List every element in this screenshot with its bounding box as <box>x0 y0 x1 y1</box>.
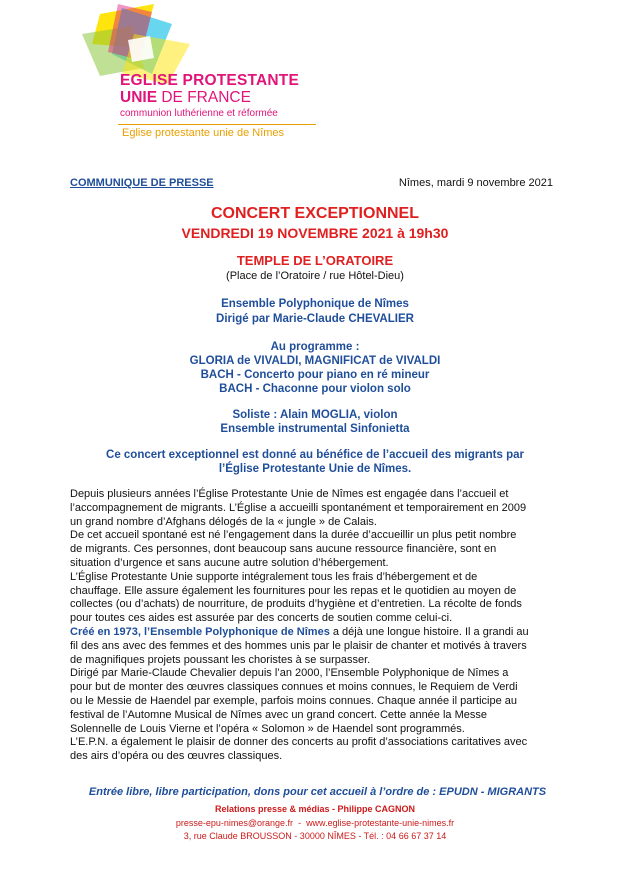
entry-info: Entrée libre, libre participation, dons pour cet accueil à l’ordre de : EPUDN - MIGRANTS <box>88 786 547 798</box>
contact-links <box>70 818 560 828</box>
logo-subtitle <box>120 89 251 107</box>
soloist: Soliste : Alain MOGLIA, violon <box>232 409 398 421</box>
release-date: Nîmes, mardi 9 novembre 2021 <box>398 177 553 189</box>
paragraph-line: chauffage. Elle assure également les fournitures pour les repas et le quotidien au moyen de <box>70 584 517 597</box>
paragraph-line: de magnifiques projets poussant les choristes à se surpasser. <box>70 653 371 666</box>
concert-title: CONCERT EXCEPTIONNEL <box>210 205 419 222</box>
paragraph-line: fil des ans avec des femmes et des hommes unis par le plaisir de chanter et motivés à travers <box>70 639 527 652</box>
paragraph-line: pour but de monter des œuvres classiques connues et moins connues, le Requiem de Verdi <box>70 681 518 694</box>
paragraph-line: L’E.P.N. a également le plaisir de donner des concerts au profit d’associations caritatives avec <box>70 736 528 749</box>
paragraph-line: pour toutes ces aides est assurée par des concerts de soutien comme celui-ci. <box>70 612 453 625</box>
postal-address: 3, rue Claude BROUSSON - 30000 NÎMES - Tél. : 04 66 67 37 14 <box>183 831 447 841</box>
logo-communion: communion luthérienne et réformée <box>120 108 278 119</box>
separator: - <box>293 818 307 828</box>
press-contact: Relations presse & médias - Philippe CAGNON <box>214 804 416 814</box>
orchestra: Ensemble instrumental Sinfonietta <box>220 423 410 435</box>
logo-divider <box>118 124 316 125</box>
venue-address: (Place de l’Oratoire / rue Hôtel-Dieu) <box>226 270 404 282</box>
logo-title: EGLISE PROTESTANTE <box>120 72 299 89</box>
website-link[interactable]: www.eglise-protestante-unie-nimes.fr <box>306 818 455 828</box>
benefit-line: l’Église Protestante Unie de Nîmes. <box>218 463 412 475</box>
programme-item: BACH - Chaconne pour violon solo <box>219 383 411 395</box>
paragraph-line: des airs d’opéra ou des œuvres classiques. <box>70 750 283 763</box>
paragraph-line: De cet accueil spontané est né l’engagement dans la durée d’accueillir un plus petit nombre <box>70 529 517 542</box>
logo-local-church: Eglise protestante unie de Nîmes <box>122 127 285 139</box>
paragraph-line: Solennelle de Louis Vierne et l’opéra « Solomon » de Haendel sont programmés. <box>70 722 465 735</box>
concert-venue: TEMPLE DE L’ORATOIRE <box>236 253 394 268</box>
ensemble-highlight: Créé en 1973, l’Ensemble Polyphonique de Nîmes <box>70 626 330 638</box>
paragraph-line: collectes (ou d’achats) de nourriture, de produits d’hygiène et d’entretien. La récolte de fonds <box>70 598 522 611</box>
logo-de-france: DE FRANCE <box>157 89 251 106</box>
paragraph-line: l’accompagnement de migrants. L’Église a accueilli spontanément et temporairement en 2009 <box>70 501 527 514</box>
paragraph-line <box>70 626 568 640</box>
logo-unie: UNIE <box>120 89 158 106</box>
email-link[interactable]: presse-epu-nimes@orange.fr <box>175 818 294 828</box>
paragraph-line: ou le Messie de Haendel par exemple, parfois moins connues. Chaque année il participe au <box>70 694 517 707</box>
concert-datetime: VENDREDI 19 NOVEMBRE 2021 à 19h30 <box>181 225 449 241</box>
ensemble-name: Ensemble Polyphonique de Nîmes <box>221 298 409 310</box>
paragraph-line: L’Église Protestante Unie supporte intégralement tous les frais d’hébergement et de <box>70 570 478 583</box>
paragraph-line: de migrants. Ces personnes, dont beaucoup sans aucune ressource financière, sont en <box>70 543 497 556</box>
paragraph-text: a déjà une longue histoire. Il a grandi au <box>329 626 529 638</box>
paragraph-line: festival de l’Automne Musical de Nîmes avec un grand concert. Cette année la Messe <box>70 708 487 721</box>
benefit-line: Ce concert exceptionnel est donné au bénéfice de l’accueil des migrants par <box>106 449 524 461</box>
paragraph-migrants <box>70 488 568 626</box>
programme-item: GLORIA de VIVALDI, MAGNIFICAT de VIVALDI <box>189 355 441 367</box>
paragraph-line: Depuis plusieurs années l’Église Protestante Unie de Nîmes est engagée dans l’accueil et <box>70 488 509 500</box>
paragraph-line: Dirigé par Marie-Claude Chevalier depuis l’an 2000, l’Ensemble Polyphonique de Nîmes a <box>70 667 509 680</box>
paragraph-ensemble <box>70 626 568 764</box>
paragraph-line: un grand nombre d’Afghans délogés de la « jungle » de Calais. <box>70 515 377 528</box>
programme-heading: Au programme : <box>270 341 360 353</box>
ensemble-director: Dirigé par Marie-Claude CHEVALIER <box>216 313 414 325</box>
paragraph-line: situation d’urgence et sans aucune autre solution d’hébergement. <box>70 556 389 569</box>
programme-item: BACH - Concerto pour piano en ré mineur <box>200 369 430 381</box>
press-release-heading: COMMUNIQUE DE PRESSE <box>70 177 214 189</box>
